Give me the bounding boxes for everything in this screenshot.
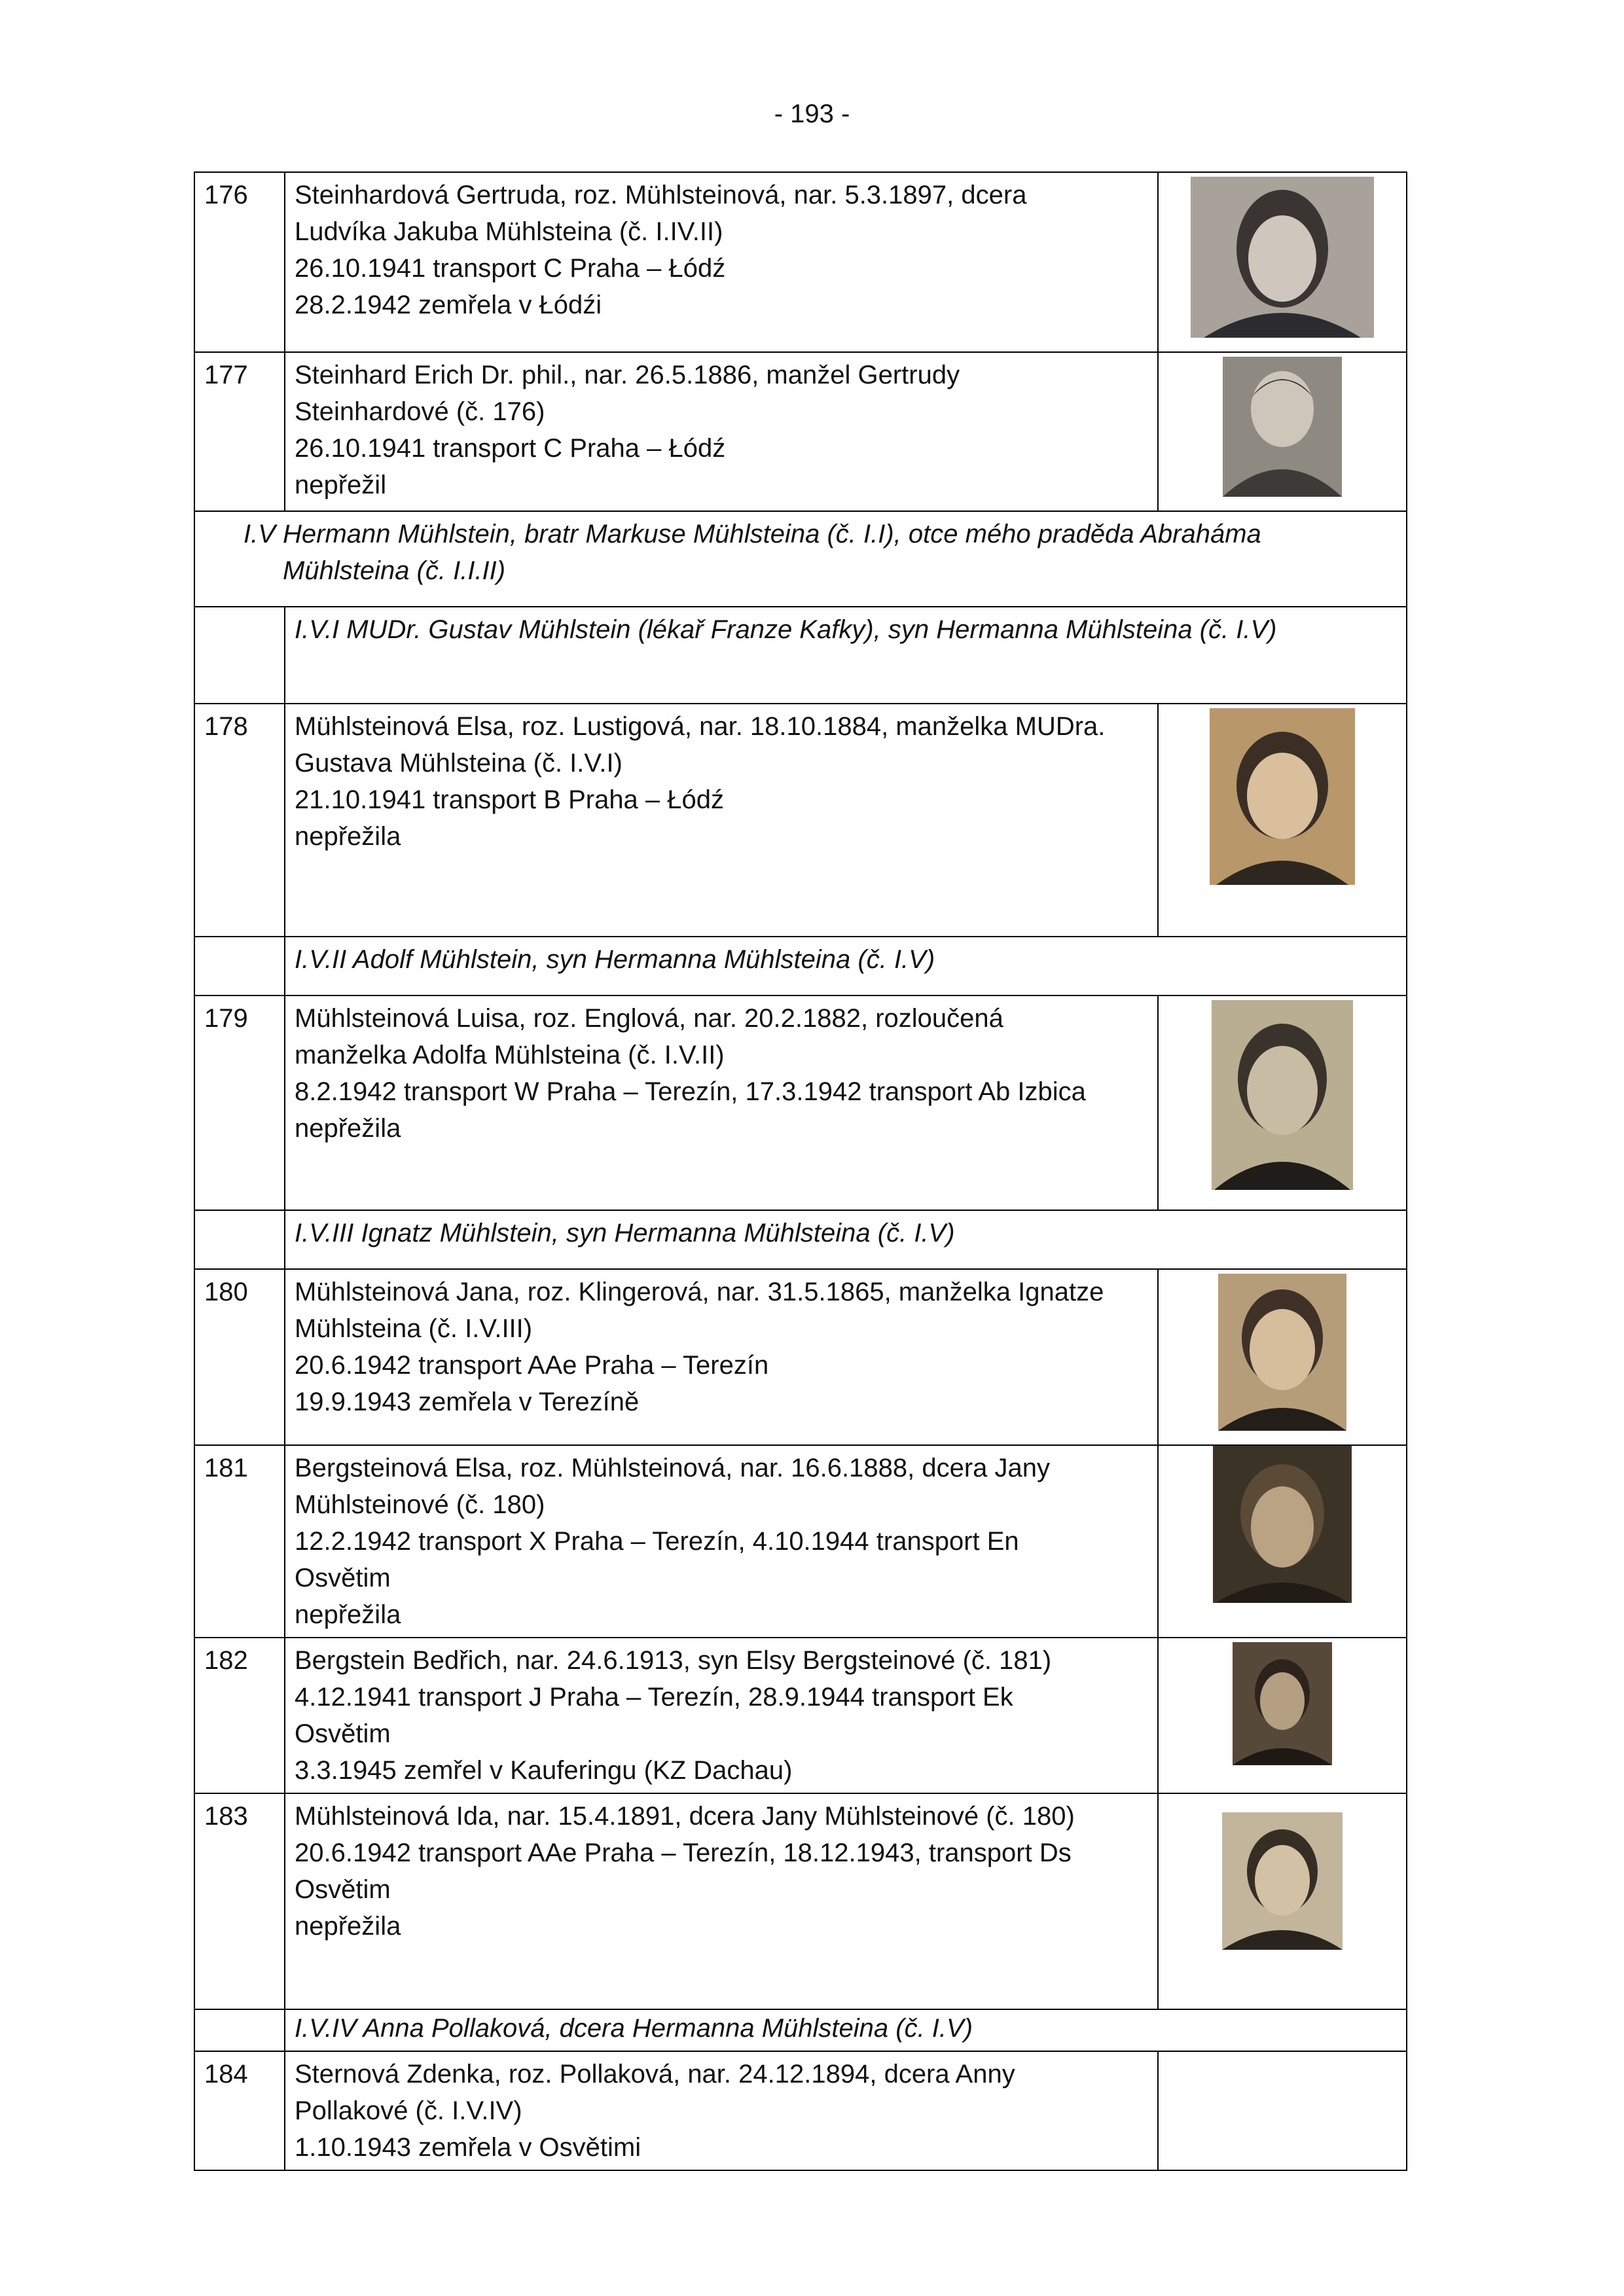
entry-text xyxy=(285,172,1158,352)
entry-text xyxy=(285,1793,1158,2009)
entry-line: 26.10.1941 transport C Praha – Łódź xyxy=(295,254,726,283)
entry-text xyxy=(285,352,1158,511)
entry-line: Pollakové (č. I.V.IV) xyxy=(295,2096,522,2125)
entry-line: nepřežila xyxy=(295,822,401,851)
entry-line: Mühlsteinová Jana, roz. Klingerová, nar. 31.5.1865, manželka Ignatze xyxy=(295,1278,1104,1306)
entry-text xyxy=(285,704,1158,937)
table-row xyxy=(194,2051,1407,2170)
entry-text xyxy=(285,1638,1158,1793)
entry-number: 178 xyxy=(194,704,285,937)
entry-text xyxy=(285,2051,1158,2170)
section-heading: I.V.I MUDr. Gustav Mühlstein (lékař Franze Kafky), syn Hermanna Mühlsteina (č. I.V) xyxy=(285,607,1407,704)
entry-number: 179 xyxy=(194,996,285,1210)
entry-text xyxy=(285,1269,1158,1445)
section-heading: I.V.II Adolf Mühlstein, syn Hermanna Mühlsteina (č. I.V) xyxy=(285,937,1407,996)
entry-line: Osvětim xyxy=(295,1719,391,1748)
section-heading: I.V.III Ignatz Mühlstein, syn Hermanna Mühlsteina (č. I.V) xyxy=(285,1210,1407,1269)
entry-line: 21.10.1941 transport B Praha – Łódź xyxy=(295,785,725,814)
entry-text xyxy=(285,1445,1158,1638)
table-row xyxy=(194,172,1407,352)
photo-cell xyxy=(1158,996,1407,1210)
entry-line: Mühlsteinová Ida, nar. 15.4.1891, dcera Jany Mühlsteinové (č. 180) xyxy=(295,1802,1075,1831)
photo-cell xyxy=(1158,704,1407,937)
entry-line: 20.6.1942 transport AAe Praha – Terezín xyxy=(295,1351,769,1380)
entry-line: 26.10.1941 transport C Praha – Łódź xyxy=(295,434,726,463)
section-heading-row xyxy=(194,2009,1407,2051)
entry-line: Ludvíka Jakuba Mühlsteina (č. I.IV.II) xyxy=(295,217,723,246)
entry-number: 177 xyxy=(194,352,285,511)
section-heading xyxy=(194,511,1407,607)
entry-line: Sternová Zdenka, roz. Pollaková, nar. 24.12.1894, dcera Anny xyxy=(295,2060,1015,2089)
entry-line: Bergstein Bedřich, nar. 24.6.1913, syn Elsy Bergsteinové (č. 181) xyxy=(295,1646,1052,1675)
entry-line: Steinhardové (č. 176) xyxy=(295,397,545,426)
entry-line: Steinhard Erich Dr. phil., nar. 26.5.1886, manžel Gertrudy xyxy=(295,361,960,389)
entry-line: Mühlsteina (č. I.V.III) xyxy=(295,1314,533,1343)
entry-line: Steinhardová Gertruda, roz. Mühlsteinová, nar. 5.3.1897, dcera xyxy=(295,181,1027,209)
section-heading-row xyxy=(194,937,1407,996)
portrait-photo xyxy=(1218,1274,1346,1431)
section-line: I.V Hermann Mühlstein, bratr Markuse Mühlsteina (č. I.I), otce mého praděda Abraháma xyxy=(244,520,1261,548)
photo-cell xyxy=(1158,1638,1407,1793)
entry-line: manželka Adolfa Mühlsteina (č. I.V.II) xyxy=(295,1041,725,1069)
entry-line: Mühlsteinové (č. 180) xyxy=(295,1490,545,1519)
table-row xyxy=(194,352,1407,511)
portrait-photo xyxy=(1223,357,1342,497)
section-line: Mühlsteina (č. I.I.II) xyxy=(283,556,506,585)
genealogy-table xyxy=(194,171,1407,2171)
table-row xyxy=(194,1269,1407,1445)
page-number: - 193 - xyxy=(774,99,850,128)
photo-cell xyxy=(1158,1445,1407,1638)
entry-line: Mühlsteinová Elsa, roz. Lustigová, nar. 18.10.1884, manželka MUDra. xyxy=(295,712,1106,741)
photo-cell xyxy=(1158,172,1407,352)
entry-number: 182 xyxy=(194,1638,285,1793)
section-heading-row xyxy=(194,1210,1407,1269)
table-row xyxy=(194,1638,1407,1793)
entry-number: 181 xyxy=(194,1445,285,1638)
photo-cell xyxy=(1158,1793,1407,2009)
portrait-photo xyxy=(1191,177,1374,338)
entry-line: 19.9.1943 zemřela v Terezíně xyxy=(295,1388,640,1416)
entry-line: Mühlsteinová Luisa, roz. Englová, nar. 20.2.1882, rozloučená xyxy=(295,1004,1003,1033)
entry-line: Gustava Mühlsteina (č. I.V.I) xyxy=(295,749,623,778)
entry-line: 1.10.1943 zemřela v Osvětimi xyxy=(295,2133,641,2162)
table-row xyxy=(194,996,1407,1210)
entry-number: 183 xyxy=(194,1793,285,2009)
photo-cell xyxy=(1158,2051,1407,2170)
entry-number: 180 xyxy=(194,1269,285,1445)
table-row xyxy=(194,1445,1407,1638)
entry-line: 4.12.1941 transport J Praha – Terezín, 28.9.1944 transport Ek xyxy=(295,1683,1013,1712)
photo-cell xyxy=(1158,352,1407,511)
entry-line: 12.2.1942 transport X Praha – Terezín, 4.10.1944 transport En xyxy=(295,1527,1019,1556)
portrait-photo xyxy=(1222,1812,1343,1950)
entry-line: Bergsteinová Elsa, roz. Mühlsteinová, nar. 16.6.1888, dcera Jany xyxy=(295,1454,1051,1482)
entry-line: 3.3.1945 zemřel v Kauferingu (KZ Dachau) xyxy=(295,1756,793,1785)
entry-line: nepřežila xyxy=(295,1912,401,1941)
entry-line: 20.6.1942 transport AAe Praha – Terezín, 18.12.1943, transport Ds xyxy=(295,1839,1072,1867)
photo-cell xyxy=(1158,1269,1407,1445)
table-row xyxy=(194,704,1407,937)
entry-number: 184 xyxy=(194,2051,285,2170)
section-heading-row xyxy=(194,607,1407,704)
entry-line: nepřežil xyxy=(295,471,387,499)
section-heading-row xyxy=(194,511,1407,607)
entry-line: 8.2.1942 transport W Praha – Terezín, 17.3.1942 transport Ab Izbica xyxy=(295,1077,1086,1106)
portrait-photo xyxy=(1210,708,1355,885)
section-heading: I.V.IV Anna Pollaková, dcera Hermanna Mühlsteina (č. I.V) xyxy=(285,2009,1407,2051)
entry-line: Osvětim xyxy=(295,1564,391,1592)
entry-text xyxy=(285,996,1158,1210)
entry-number: 176 xyxy=(194,172,285,352)
table-row xyxy=(194,1793,1407,2009)
portrait-photo xyxy=(1212,1000,1353,1190)
entry-line: nepřežila xyxy=(295,1600,401,1629)
portrait-photo xyxy=(1233,1642,1332,1765)
entry-line: 28.2.1942 zemřela v Łódźi xyxy=(295,291,602,319)
portrait-photo xyxy=(1213,1446,1352,1603)
entry-line: Osvětim xyxy=(295,1875,391,1904)
entry-line: nepřežila xyxy=(295,1114,401,1143)
